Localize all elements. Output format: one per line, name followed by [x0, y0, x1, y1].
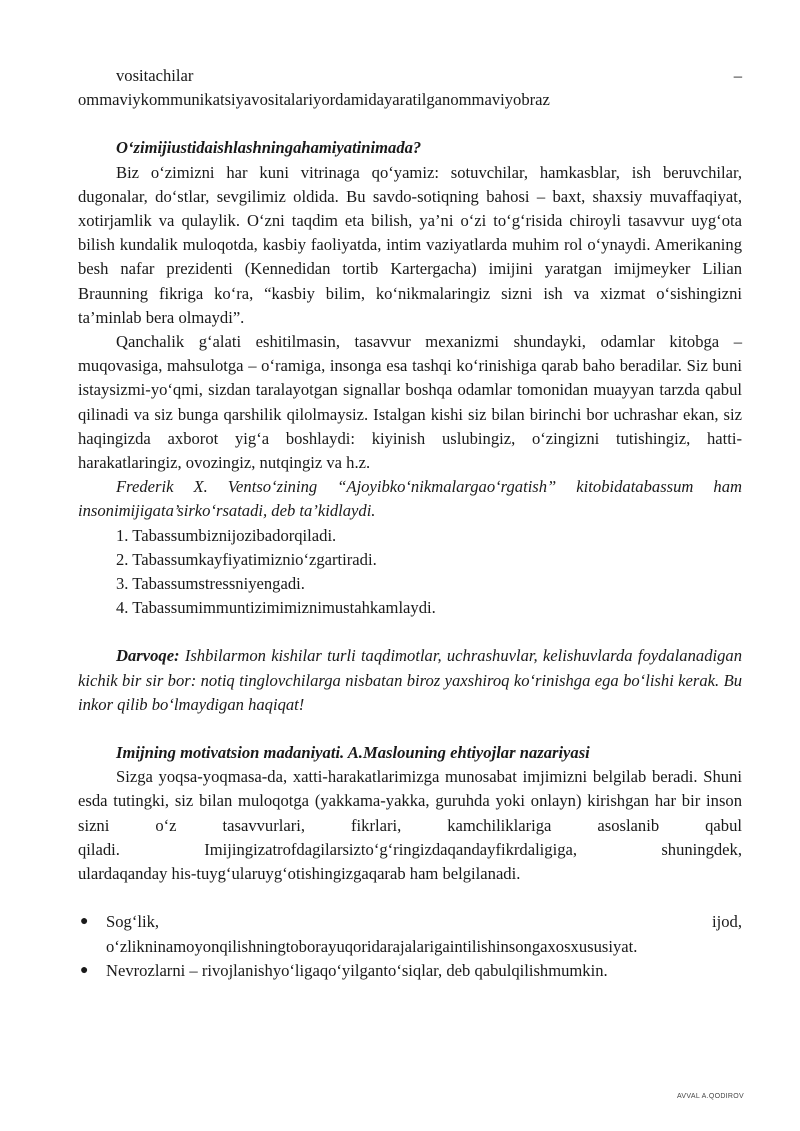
- section-heading-maslow: Imijning motivatsion madaniyati. A.Maslouning ehtiyojlar nazariyasi: [116, 743, 590, 763]
- paragraph-behaviour-line: [78, 838, 742, 862]
- spacer: [78, 886, 742, 910]
- quote-ventso: Frederik X. Ventso‘zining “Ajoyibko‘nikmalargao‘rgatish” kitobidatabassum ham insonimijigata’sirko‘rsatadi, deb ta’kidlaydi.: [78, 477, 742, 521]
- spacer: [78, 620, 742, 644]
- intro-dash: –: [733, 66, 742, 85]
- intro-second-line: ommaviykommunikatsiyavositalariyordamidayaratilganommaviyobraz: [78, 90, 550, 110]
- intro-first-line: [78, 64, 742, 88]
- list-item: 1. Tabassumbiznijozibadorqiladi.: [116, 525, 337, 545]
- document-page: [78, 64, 742, 983]
- page-footer: AVVAL A.QODIROV: [676, 1093, 744, 1100]
- list-item: [78, 959, 742, 983]
- bullet-text: Nevrozlarni – rivojlanishyo‘ligaqo‘yilganto‘siqlar, deb qabulqilishmumkin.: [106, 960, 608, 980]
- paragraph-showcase: Biz o‘zimizni har kuni vitrinaga qo‘yamiz: sotuvchilar, hamkasblar, ish beruvchilar, dugonalar, do‘stlar, sevgilimiz oldida. Bu savdo-sotiqning bahosi – baxt, shaxsiy muvaffaqiyat, xotirjamlik va qulaylik. O‘zni taqdim eta bilish, ya’ni o‘zi to‘g‘risida chiroyli tasavvur uyg‘ota bilish kundalik muloqotda, kasbiy faoliyatda, intim vaziyatlarda muhim rol o‘ynaydi. Amerikaning besh nafar prezidenti (Kennedidan tortib Kartergacha) imijini yaratgan imijmeyker Lilian Braunning fikriga ko‘ra, “kasbiy bilim, ko‘nikmalaringiz sizni ish va xizmat o‘sishingizni ta’minlab bera olmaydi”.: [78, 162, 742, 327]
- bullet-dot-icon: ●: [80, 914, 89, 930]
- bullet-dot-icon: ●: [80, 962, 89, 978]
- paragraph-behaviour-last: ulardaqanday his-tuyg‘ularuyg‘otishingizgaqarab ham belgilanadi.: [78, 864, 521, 884]
- list-item: [78, 910, 742, 958]
- bullet-word: ijod,: [712, 912, 742, 932]
- paragraph-word: shuningdek,: [661, 839, 742, 859]
- paragraph-behaviour: Sizga yoqsa-yoqmasa-da, xatti-harakatlarimizga munosabat imjimizni belgilab beradi. Shuni esda tutingki, siz bilan muloqotga (yakkama-yakka, guruhda yoki onlayn) kirishgan har bir inson sizni o‘z tasavvurlari, fikrlari, kamchiliklariga asoslanib qabul: [78, 767, 742, 835]
- bullet-word: Sog‘lik,: [106, 912, 160, 932]
- spacer: [78, 717, 742, 741]
- paragraph-word: qiladi.: [78, 839, 120, 859]
- list-item: 3. Tabassumstressniyengadi.: [116, 574, 305, 594]
- bullet-list: [78, 910, 742, 983]
- list-item: 4. Tabassumimmuntizimimiznimustahkamlaydi.: [116, 598, 436, 618]
- smile-benefits-list: [78, 524, 742, 621]
- paragraph-word: Imijingizatrofdagilarsizto‘g‘ringizdaqandayfikrdaligiga,: [204, 839, 578, 859]
- bullet-text: o‘zlikninamoyonqilishningtoborayuqoridarajalarigaintilishinsongaxosxususiyat.: [106, 936, 638, 956]
- intro-word: vositachilar: [116, 66, 194, 85]
- paragraph-perception: Qanchalik g‘alati eshitilmasin, tasavvur mexanizmi shundayki, odamlar kitobga – muqovasiga, mahsulotga – o‘ramiga, insonga esa tashqi ko‘rinishiga qarab baho beradilar. Siz buni istaysizmi-yo‘qmi, sizdan taralayotgan signallar boshqa odamlar tomonidan muayyan tarzda qabul qilinadi va siz bunga qarshilik qilolmaysiz. Istalgan kishi siz bilan birinchi bor uchrashar ekan, siz haqingizda axborot yig‘a boshlaydi: kiyinish uslubingiz, o‘zingizni tutishingiz, hatti-harakatlaringiz, ovozingiz, nutqingiz va h.z.: [78, 332, 742, 473]
- note-paragraph: [78, 644, 742, 717]
- bullet-first-line: [106, 910, 742, 934]
- note-label: Darvoqe:: [116, 646, 180, 666]
- list-item: 2. Tabassumkayfiyatimiznio‘zgartiradi.: [116, 549, 377, 569]
- note-text: Ishbilarmon kishilar turli taqdimotlar, uchrashuvlar, kelishuvlarda foydalanadigan kichik bir sir bor: notiq tinglovchilarga nisbatan biroz yaxshiroq ko‘rinishga ega bo‘lishi kerak. Bu inkor qilib bo‘lmaydigan haqiqat!: [78, 646, 742, 714]
- spacer: [78, 112, 742, 136]
- section-heading-self-work: O‘zimijiustidaishlashningahamiyatinimada?: [116, 138, 422, 158]
